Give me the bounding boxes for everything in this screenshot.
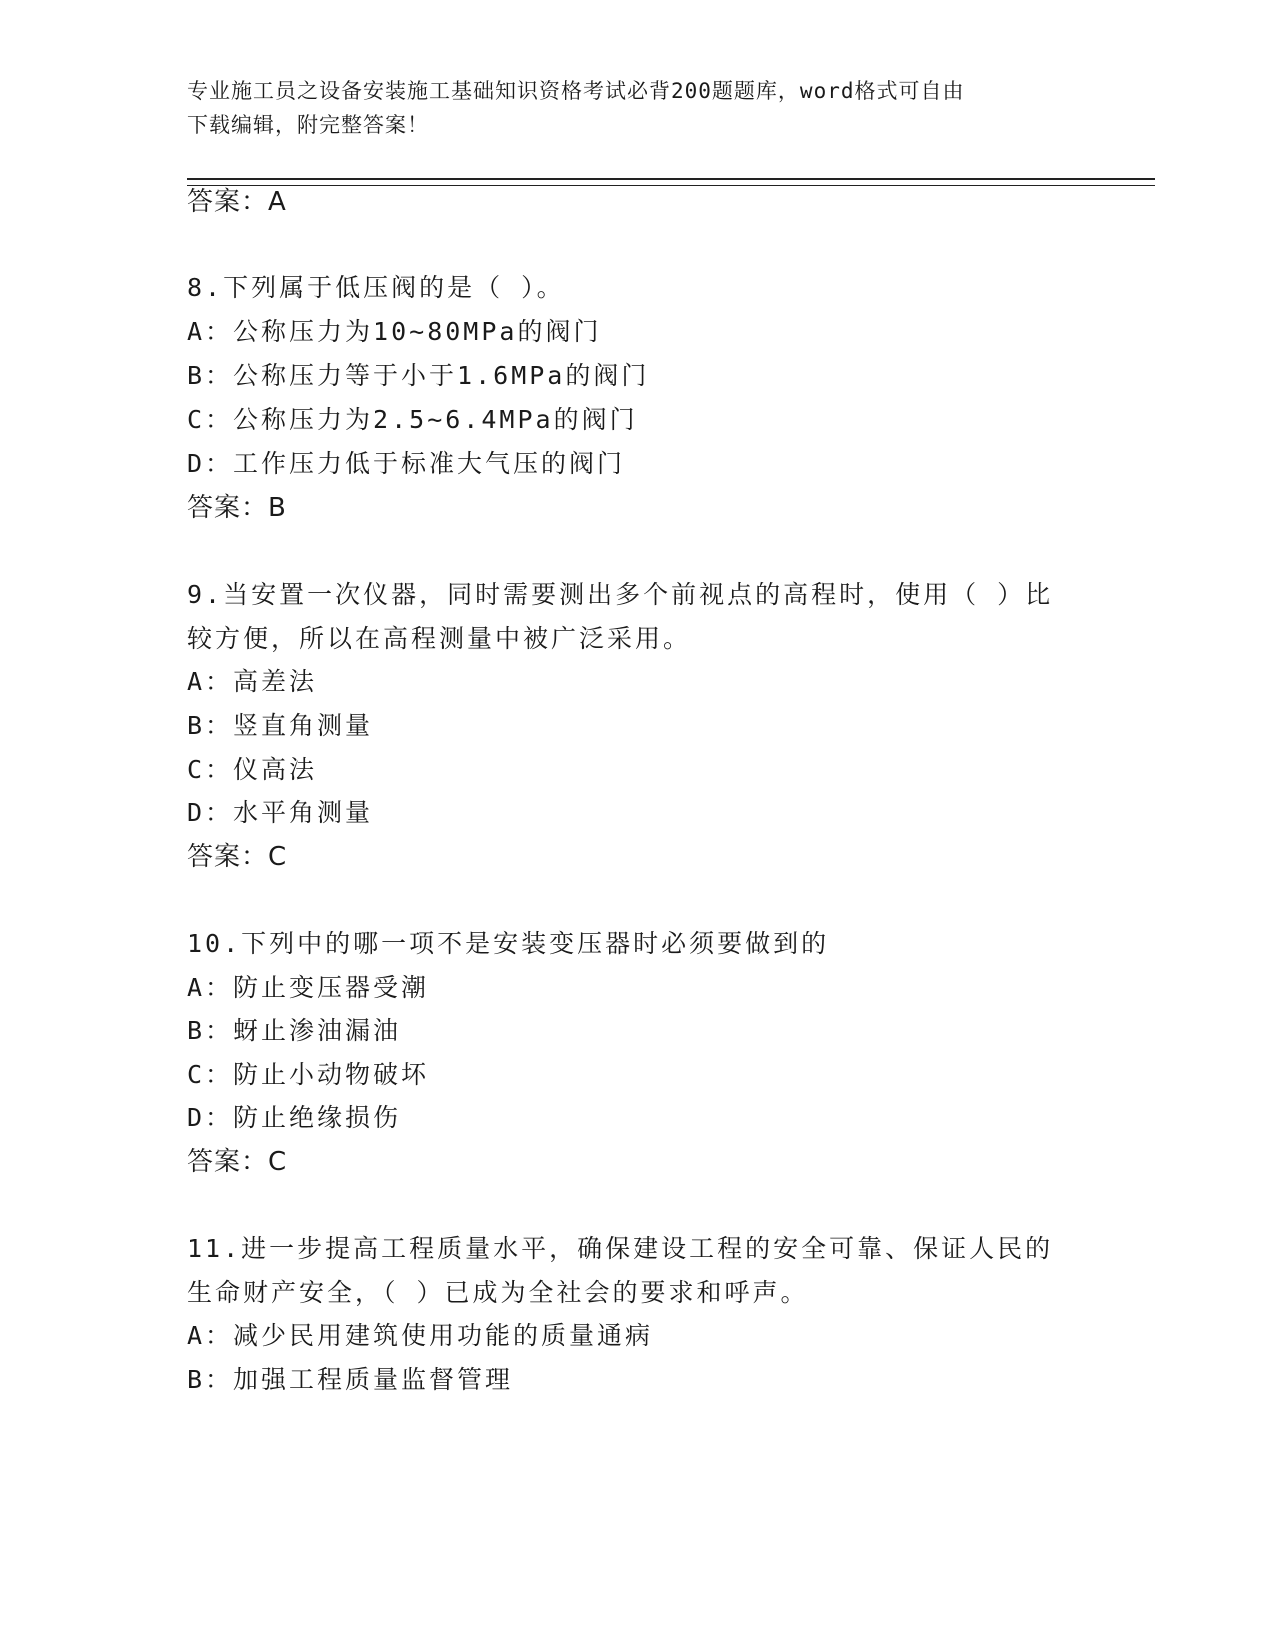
question-10-option-a: A：防止变压器受潮 [187,973,430,1002]
question-9-answer: 答案：C [187,842,288,872]
question-10-option-b: B：蚜止渗油漏油 [187,1016,402,1045]
header-title-line-1: 专业施工员之设备安装施工基础知识资格考试必背200题题库，word格式可自由 [187,79,965,103]
question-8-option-d: D：工作压力低于标准大气压的阀门 [187,449,626,478]
question-10-option-d: D：防止绝缘损伤 [187,1103,402,1132]
question-11-option-b: B：加强工程质量监督管理 [187,1365,514,1394]
question-8-option-c: C：公称压力为2.5~6.4MPa的阀门 [187,405,638,434]
question-9-option-d: D：水平角测量 [187,798,374,827]
header-title-line-2: 下载编辑，附完整答案！ [187,113,429,137]
question-11-stem-line-1: 11.进一步提高工程质量水平，确保建设工程的安全可靠、保证人民的 [187,1234,1054,1263]
question-8-stem: 8.下列属于低压阀的是（ ）。 [187,273,565,302]
question-10-stem: 10.下列中的哪一项不是安装变压器时必须要做到的 [187,929,830,958]
question-10-answer: 答案：C [187,1147,288,1177]
question-9-stem-line-1: 9.当安置一次仪器，同时需要测出多个前视点的高程时，使用（ ）比 [187,580,1054,609]
question-9-stem-line-2: 较方便，所以在高程测量中被广泛采用。 [187,624,692,653]
header-divider [187,178,1155,186]
question-11-stem-line-2: 生命财产安全，（ ）已成为全社会的要求和呼声。 [187,1278,809,1307]
question-8-answer: 答案：B [187,493,287,523]
question-8-option-a: A：公称压力为10~80MPa的阀门 [187,317,602,346]
question-9-option-c: C：仪高法 [187,755,318,784]
document-header [187,74,1087,142]
question-11-option-a: A：减少民用建筑使用功能的质量通病 [187,1321,654,1350]
answer-line: 答案：A [187,187,287,217]
question-8-option-b: B：公称压力等于小于1.6MPa的阀门 [187,361,650,390]
question-10-option-c: C：防止小动物破坏 [187,1060,430,1089]
question-9-option-b: B：竖直角测量 [187,711,374,740]
question-9-option-a: A：高差法 [187,667,318,696]
